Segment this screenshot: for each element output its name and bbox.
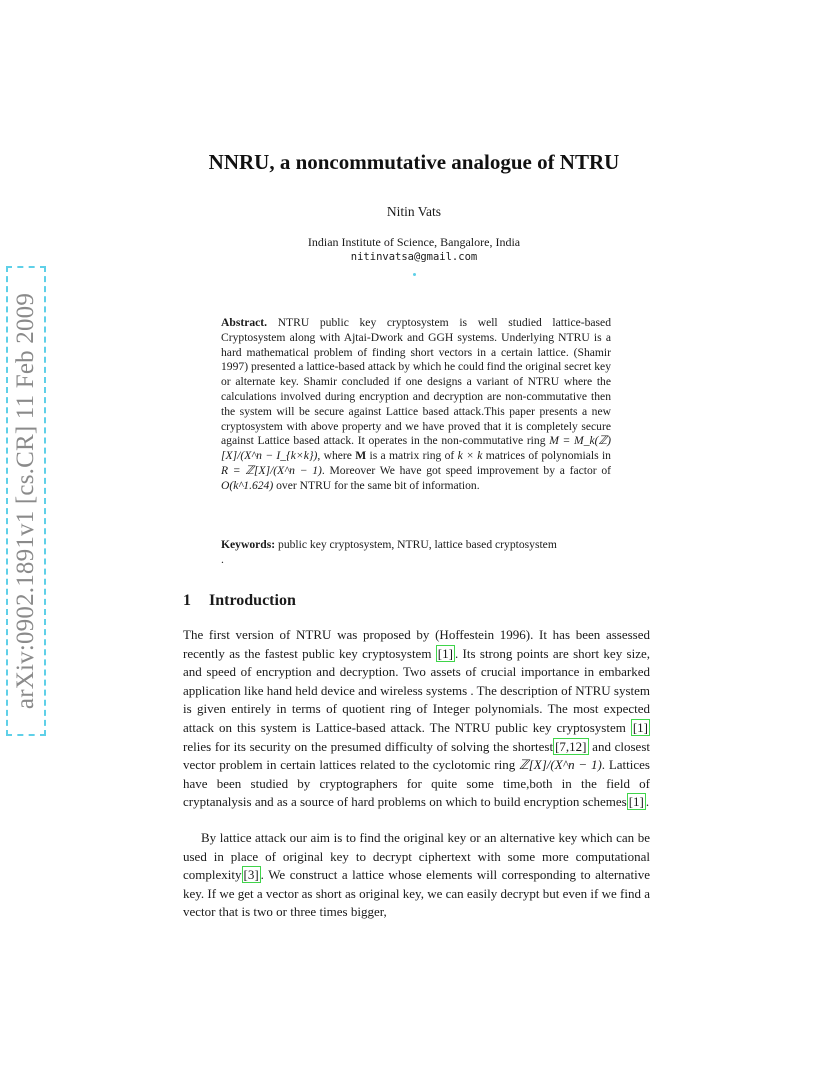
citation-link[interactable]: [1] xyxy=(632,719,648,735)
paragraph-1-text-a: The first version of NTRU was proposed by (Hoffestein 1996). It has been assessed recently as the fastest public key cryptosystem xyxy=(183,627,650,661)
citation-link[interactable]: [1] xyxy=(628,794,644,810)
abstract-text-6: over NTRU for the same bit of information. xyxy=(273,478,480,492)
paragraph-1-text-d: and closest vector problem in certain lattices related to the cyclotomic ring xyxy=(183,738,651,773)
arxiv-identifier-text: arXiv:0902.1891v1 [cs.CR] 11 Feb 2009 xyxy=(12,292,40,710)
citation-link[interactable]: [3] xyxy=(243,867,259,883)
paragraph-2-text-b: . We construct a lattice whose elements will corresponding to alternative key. If we get a vector as short as original key, we can easily decrypt but even if we find a vector that is two or three times bigger, xyxy=(183,867,650,920)
introduction-body xyxy=(183,626,650,922)
keywords-trailing: . xyxy=(221,552,224,566)
arxiv-identifier-stamp xyxy=(6,266,46,736)
decorative-dot xyxy=(413,273,416,276)
paragraph-1-text-b: . Its strong points are short key size, and speed of encryption and decryption. Two assets of crucial importance in embarked application like hand held device and wireless systems . The description of NTRU system is given entirely in terms of quotient ring of Integer polynomials. The most expected attack on this system is Lattice-based attack. The NTRU public key cryptosystem xyxy=(183,645,650,735)
abstract-text-1: NTRU public key cryptosystem is well studied lattice-based Cryptosystem along with Ajtai-Dwork and GGH systems. Underlying NTRU is a hard mathematical problem of finding short vectors in a certain lattice. (Shamir 1997) presented a lattice-based attack by which he could find the original secret key or alternate key. Shamir concluded if one designs a variant of NTRU where the calculations involved during encryption and decryption are non-commutative then the system will be secure against Lattice based attack.This paper presents a new cryptosystem with above property and we have proved that it is completely secure against Lattice based attack. It operates in the non-commutative ring xyxy=(221,316,611,448)
keywords-label: Keywords: xyxy=(221,538,276,551)
abstract-text-2: , where xyxy=(317,449,356,463)
abstract-text-5: . Moreover We have got speed improvement by a factor of xyxy=(321,463,612,477)
abstract-math-ring: M = M_k(ℤ)[X]/(X^n − I_{k×k}) xyxy=(221,434,611,463)
abstract-text-4: matrices of polynomials in xyxy=(482,449,611,463)
abstract-label: Abstract. xyxy=(221,316,268,329)
abstract-text-3: is a matrix ring of xyxy=(366,449,458,463)
citation-link[interactable]: [7,12] xyxy=(555,738,587,754)
section-number: 1 xyxy=(183,592,191,609)
keywords-text: public key cryptosystem, NTRU, lattice based cryptosystem xyxy=(278,538,557,551)
paragraph-1-text-c: relies for its security on the presumed difficulty of solving the shortest xyxy=(183,738,554,754)
abstract-math-speed: O(k^1.624) xyxy=(221,478,274,492)
paragraph-1-math-ring: ℤ[X]/(X^n − 1) xyxy=(519,757,602,773)
author-email[interactable]: nitinvatsa@gmail.com xyxy=(350,251,478,263)
section-heading-introduction xyxy=(183,592,296,610)
paper-title: NNRU, a noncommutative analogue of NTRU xyxy=(208,150,620,174)
paragraph-1 xyxy=(183,626,650,812)
author-name: Nitin Vats xyxy=(386,204,442,219)
paragraph-2-text-a: By lattice attack our aim is to find the original key or an alternative key which can be used in place of original key to decrypt ciphertext with some more computational complexity xyxy=(183,829,650,883)
paragraph-1-text-f: . xyxy=(645,794,650,810)
abstract-math-kxk: k × k xyxy=(457,449,483,463)
citation-link[interactable]: [1] xyxy=(437,645,453,661)
paragraph-1-text-e: . Lattices have been studied by cryptographers for quite some time,both in the field of cryptanalysis and as a source of hard problems on which to build encryption schemes xyxy=(183,757,650,810)
abstract-math-r: R = ℤ[X]/(X^n − 1) xyxy=(221,463,322,477)
paragraph-2 xyxy=(183,829,650,922)
abstract-block xyxy=(221,316,611,494)
keywords-block xyxy=(221,538,621,568)
section-title: Introduction xyxy=(209,592,296,609)
author-affiliation: Indian Institute of Science, Bangalore, India xyxy=(307,235,521,249)
abstract-math-m: M xyxy=(355,449,367,463)
